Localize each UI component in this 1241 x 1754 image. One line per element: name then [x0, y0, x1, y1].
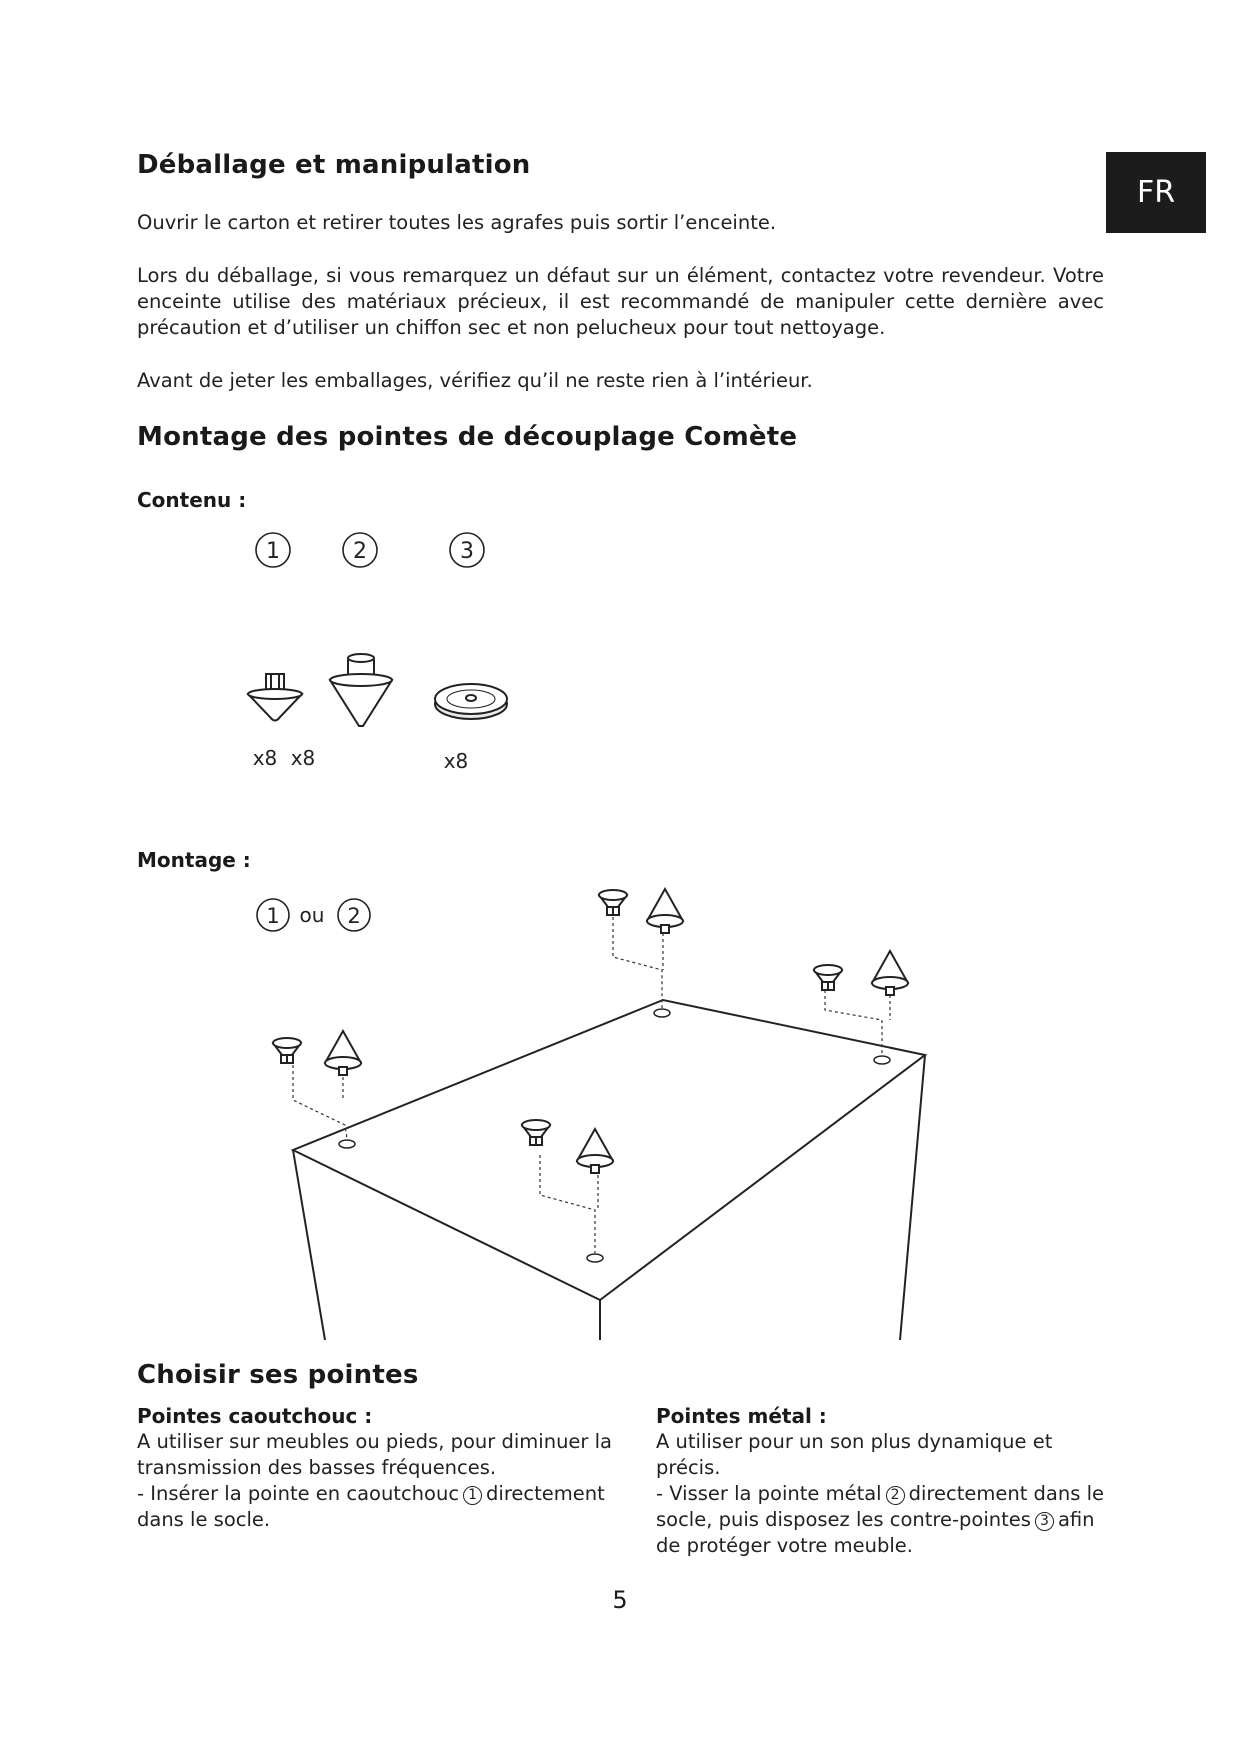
page-number: 5: [612, 1586, 628, 1614]
montage-label: Montage :: [137, 848, 251, 872]
mounting-title: Montage des pointes de découplage Comète: [137, 422, 798, 452]
metal-column: [656, 1404, 1106, 1559]
language-tab: FR: [1106, 152, 1206, 233]
rubber-instruction-b: directement dans le socle.: [137, 1482, 605, 1531]
metal-description: A utiliser pour un son plus dynamique et précis.: [656, 1430, 1053, 1479]
choose-title: Choisir ses pointes: [137, 1360, 419, 1390]
metal-spike-icon: [325, 1031, 361, 1075]
unpacking-title: Déballage et manipulation: [137, 150, 531, 180]
item-1-quantity: x8: [252, 746, 278, 770]
rubber-spike-icon: [599, 890, 627, 915]
unpacking-paragraph-1: Ouvrir le carton et retirer toutes les agrafes puis sortir l’enceinte.: [137, 211, 777, 234]
metal-instruction: [656, 1481, 1106, 1559]
metal-spike-icon: [872, 951, 908, 995]
rubber-spike-icon: [248, 674, 302, 721]
metal-spike-icon: [647, 889, 683, 933]
contents-illustration: [230, 520, 530, 790]
metal-spike-number: 2: [886, 1486, 905, 1505]
rubber-spike-icon: [522, 1120, 550, 1145]
item-2-number: 2: [353, 539, 367, 564]
rubber-spike-icon: [273, 1038, 301, 1063]
rubber-title: Pointes caoutchouc :: [137, 1404, 373, 1428]
option-or-text: ou: [299, 903, 325, 927]
rubber-spike-number: 1: [463, 1486, 482, 1505]
item-2-quantity: x8: [290, 746, 316, 770]
mounting-holes: [339, 1009, 890, 1262]
metal-spike-icon: [330, 654, 392, 726]
metal-instruction-a: - Visser la pointe métal: [656, 1482, 882, 1505]
metal-instruction-b: directement dans le socle, puis disposez les contre-pointes: [656, 1482, 1104, 1531]
rubber-instruction: [137, 1481, 637, 1533]
rubber-spike-icon: [814, 965, 842, 990]
counter-spike-number: 3: [1035, 1512, 1054, 1531]
item-1-number: 1: [266, 539, 280, 564]
metal-title: Pointes métal :: [656, 1404, 827, 1428]
rubber-instruction-a: - Insérer la pointe en caoutchouc: [137, 1482, 460, 1505]
option-1-marker: [257, 899, 289, 931]
item-3-quantity: x8: [443, 749, 469, 773]
guide-lines: [293, 917, 890, 1253]
metal-spike-icon: [577, 1129, 613, 1173]
option-2-number: 2: [347, 904, 361, 928]
rubber-column: [137, 1404, 637, 1533]
option-2-marker: [338, 899, 370, 931]
metal-instruction-c: afin de protéger votre meuble.: [656, 1508, 1095, 1557]
unpacking-paragraph-2: Lors du déballage, si vous remarquez un défaut sur un élément, contactez votre revendeur. Votre enceinte utilise des matériaux précieux, il est recommandé de manipuler cette dernière avec précaution et d’utiliser un chiffon sec et non pelucheux pour tout nettoyage.: [137, 264, 1104, 339]
montage-illustration: [250, 885, 950, 1345]
item-2-marker: [343, 533, 377, 567]
rubber-description: A utiliser sur meubles ou pieds, pour diminuer la transmission des basses fréquences.: [137, 1430, 613, 1479]
item-3-marker: [450, 533, 484, 567]
option-1-number: 1: [266, 904, 280, 928]
contents-label: Contenu :: [137, 488, 247, 512]
speaker-cabinet: [293, 1000, 925, 1340]
unpacking-paragraph-3: Avant de jeter les emballages, vérifiez qu’il ne reste rien à l’intérieur.: [137, 369, 813, 392]
item-1-marker: [256, 533, 290, 567]
item-3-number: 3: [460, 539, 474, 564]
counter-spike-disc-icon: [435, 684, 507, 719]
